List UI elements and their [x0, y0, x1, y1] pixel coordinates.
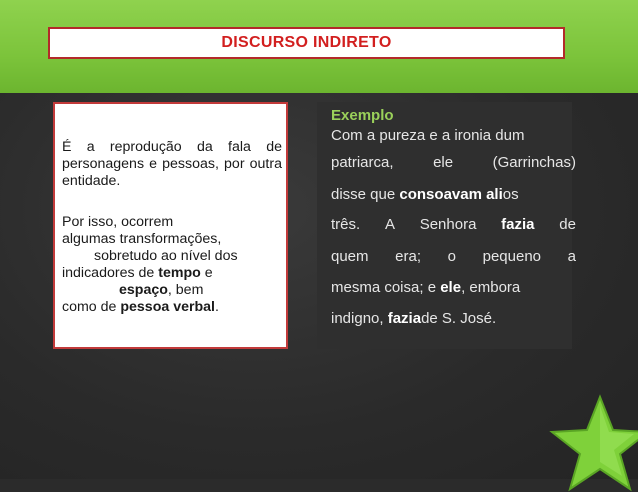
transform-text-d: como de — [62, 299, 121, 315]
transform-line-6 — [62, 299, 282, 316]
transform-line-3: sobretudo ao nível dos — [94, 248, 238, 264]
word: ele — [433, 154, 454, 171]
transform-line-4 — [62, 265, 282, 282]
transform-text-e: . — [215, 299, 219, 315]
word: três. — [331, 216, 361, 233]
example-line-2 — [331, 154, 576, 171]
example-line-5 — [331, 248, 576, 265]
transform-line-5 — [62, 282, 282, 299]
example-line-1: Com a pureza e a ironia dum — [331, 127, 525, 144]
highlight-consoavam: consoavam ali — [399, 186, 503, 203]
title-box — [48, 27, 565, 59]
word: quem — [331, 248, 369, 265]
definition-text: É a reprodução da fala de personagens e pessoas, por outra entidade. — [62, 139, 282, 189]
highlight-fazia-2: fazia — [387, 310, 422, 327]
page-title: DISCURSO INDIRETO — [221, 34, 392, 51]
transform-line-2: algumas transformações, — [62, 231, 222, 247]
definition-box — [53, 102, 288, 349]
word: era; — [395, 248, 422, 265]
word: (Garrinchas) — [492, 154, 576, 171]
highlight-fazia: fazia — [501, 216, 535, 233]
word: pequeno — [482, 248, 542, 265]
example-box — [317, 102, 576, 349]
keyword-tempo: tempo — [158, 265, 201, 281]
word: de S. José. — [421, 310, 497, 327]
word: os — [502, 186, 519, 203]
word: disse que — [331, 186, 396, 203]
word: o — [447, 248, 456, 265]
word: mesma coisa; e — [331, 279, 437, 296]
example-line-7 — [331, 310, 576, 327]
keyword-pessoa-verbal: pessoa verbal — [120, 299, 215, 315]
word: patriarca, — [331, 154, 394, 171]
highlight-ele: ele — [440, 279, 462, 296]
example-heading: Exemplo — [331, 107, 394, 124]
transform-text-b: e — [200, 265, 213, 281]
word: indigno, — [331, 310, 384, 327]
word: A — [384, 216, 395, 233]
word: Senhora — [419, 216, 477, 233]
word: , embora — [461, 279, 521, 296]
example-line-3 — [331, 186, 576, 203]
transform-text-a: indicadores de — [62, 265, 159, 281]
word: a — [567, 248, 576, 265]
transformations-text — [62, 214, 282, 316]
example-line-4 — [331, 216, 576, 233]
star-icon — [540, 392, 638, 492]
transform-text-c: , bem — [167, 282, 204, 298]
transform-line-1: Por isso, ocorrem — [62, 214, 174, 230]
word: de — [559, 216, 576, 233]
keyword-espaco: espaço — [119, 282, 168, 298]
example-line-6 — [331, 279, 576, 296]
